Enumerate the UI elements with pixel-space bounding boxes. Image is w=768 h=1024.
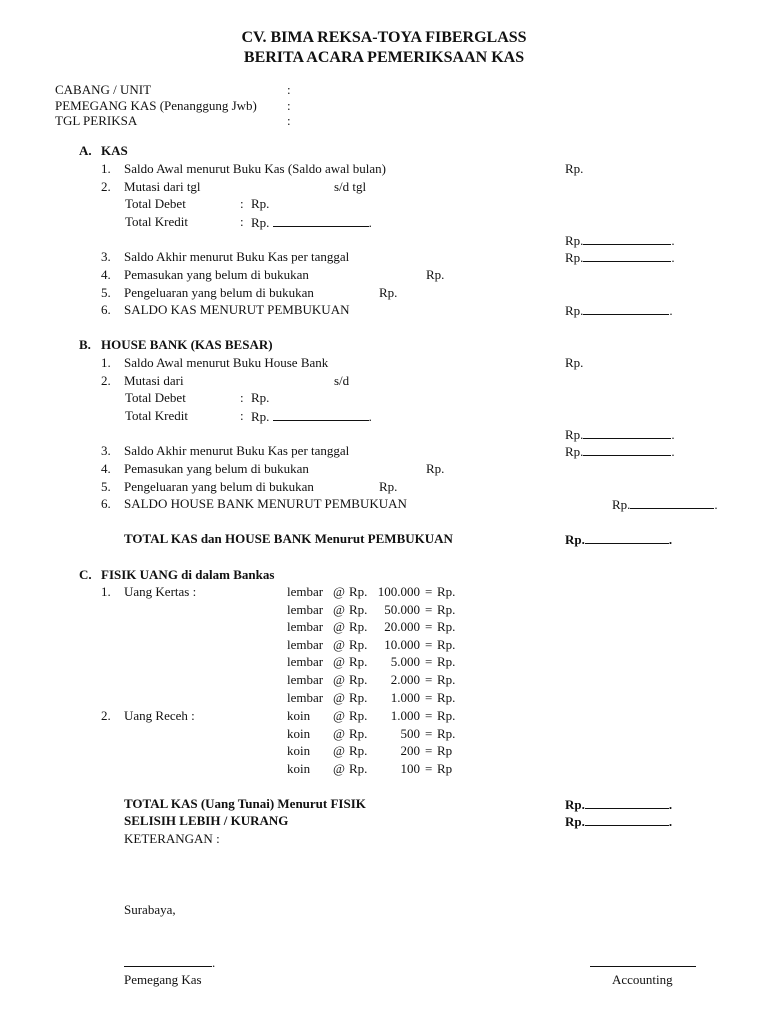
dot: . (669, 303, 673, 318)
b4-text: Pemasukan yang belum di bukukan (124, 461, 309, 476)
a4-rp: Rp. (426, 267, 445, 282)
kertas-rp-label: Rp. (349, 601, 368, 617)
a-debet-rp: Rp. (251, 196, 270, 211)
signature-line (590, 954, 696, 967)
section-a-letter: A. (79, 143, 92, 158)
receh-unit: koin (287, 743, 311, 759)
b6-rp (612, 496, 718, 513)
a-kredit-label: Total Kredit (125, 214, 188, 229)
b-debet-label: Total Debet (125, 390, 186, 405)
kertas-denomination: 10.000 (384, 636, 420, 652)
a1-text: Saldo Awal menurut Buku Kas (Saldo awal bulan) (124, 161, 387, 176)
kertas-denomination: 100.000 (377, 584, 420, 599)
date-colon: : (287, 113, 291, 128)
section-a-title: KAS (101, 143, 128, 158)
b3-num: 3. (101, 443, 111, 458)
receh-denomination: 100 (400, 760, 420, 776)
a-kredit-colon: : (240, 214, 244, 229)
a5-text: Pengeluaran yang belum di bukukan (124, 285, 314, 300)
receh-equals: = (425, 708, 433, 723)
receh-at-sign: @ (333, 725, 345, 741)
kertas-unit: lembar (287, 636, 324, 652)
total-fisik-label: TOTAL KAS (Uang Tunai) Menurut FISIK (124, 796, 366, 811)
receh-rp-result: Rp (437, 743, 453, 759)
selisih-rp (565, 813, 672, 830)
selisih-label: SELISIH LEBIH / KURANG (124, 813, 289, 828)
blank-line (583, 302, 669, 315)
kertas-unit: lembar (287, 689, 324, 705)
kertas-rp-label: Rp. (349, 654, 368, 670)
a5-rp: Rp. (379, 285, 398, 300)
dot: . (668, 814, 673, 829)
kertas-denomination: 50.000 (384, 601, 420, 617)
a2-text: Mutasi dari tgl (124, 179, 201, 194)
b-subtotal-rp (565, 426, 675, 443)
rp-text: Rp. (565, 814, 585, 829)
rp-text: Rp. (251, 215, 270, 230)
rp-text: Rp. (565, 427, 584, 442)
receh-denomination: 1.000 (390, 708, 420, 723)
receh-unit: koin (287, 725, 311, 741)
receh-unit: koin (287, 760, 311, 776)
b6-num: 6. (101, 496, 111, 511)
kertas-equals: = (425, 601, 433, 617)
kertas-at-sign: @ (333, 654, 345, 670)
holder-colon: : (287, 98, 291, 113)
receh-rp-label: Rp. (349, 708, 368, 723)
b1-num: 1. (101, 355, 111, 370)
holder-label: PEMEGANG KAS (Penanggung Jwb) (55, 98, 257, 113)
a-debet-label: Total Debet (125, 196, 186, 211)
sign-right-label: Accounting (612, 972, 673, 987)
b3-rp (565, 443, 675, 460)
a1-num: 1. (101, 161, 111, 176)
dot: . (668, 797, 673, 812)
b5-rp: Rp. (379, 479, 398, 494)
kertas-at-sign: @ (333, 584, 345, 599)
dot: . (671, 444, 675, 459)
receh-at-sign: @ (333, 743, 345, 759)
kertas-rp-result: Rp. (437, 619, 456, 635)
receh-at-sign: @ (333, 760, 345, 776)
b2-num: 2. (101, 373, 111, 388)
unit-colon: : (287, 82, 291, 97)
dot: . (368, 215, 372, 230)
a6-num: 6. (101, 302, 111, 317)
kertas-at-sign: @ (333, 601, 345, 617)
kertas-denomination: 1.000 (390, 689, 420, 705)
kertas-rp-label: Rp. (349, 672, 368, 687)
receh-unit: koin (287, 708, 311, 723)
b4-num: 4. (101, 461, 111, 476)
receh-rp-label: Rp. (349, 743, 368, 759)
a2-num: 2. (101, 179, 111, 194)
kertas-denomination: 20.000 (384, 619, 420, 635)
b4-rp: Rp. (426, 461, 445, 476)
document-title: BERITA ACARA PEMERIKSAAN KAS (243, 49, 525, 66)
kertas-denomination: 2.000 (390, 672, 420, 687)
b2-text: Mutasi dari (124, 373, 184, 388)
dot: . (668, 532, 673, 547)
b5-text: Pengeluaran yang belum di bukukan (124, 479, 314, 494)
receh-equals: = (425, 760, 433, 776)
receh-rp-result: Rp (437, 760, 453, 776)
receh-num: 2. (101, 708, 111, 723)
a-debet-colon: : (240, 196, 244, 211)
b3-text: Saldo Akhir menurut Buku Kas per tanggal (124, 443, 350, 458)
dot: . (368, 409, 372, 424)
b-debet-rp: Rp. (251, 390, 270, 405)
total-fisik-rp (565, 796, 672, 813)
kertas-rp-result: Rp. (437, 689, 456, 705)
receh-rp-label: Rp. (349, 725, 368, 741)
a6-rp (565, 302, 673, 319)
kertas-unit: lembar (287, 672, 324, 687)
receh-rp-result: Rp. (437, 725, 456, 741)
a3-rp (565, 249, 675, 266)
b5-num: 5. (101, 479, 111, 494)
receh-at-sign: @ (333, 708, 345, 723)
a-subtotal-rp (565, 232, 675, 249)
blank-line (583, 443, 671, 456)
rp-text: Rp. (565, 250, 584, 265)
blank-line (585, 796, 669, 809)
a3-num: 3. (101, 249, 111, 264)
a1-rp: Rp. (565, 161, 584, 176)
blank-line (273, 408, 369, 421)
dot: . (671, 233, 675, 248)
section-c-title: FISIK UANG di dalam Bankas (101, 567, 275, 582)
kertas-rp-label: Rp. (349, 619, 368, 635)
b1-rp: Rp. (565, 355, 584, 370)
kertas-rp-result: Rp. (437, 636, 456, 652)
kertas-rp-result: Rp. (437, 672, 456, 687)
kertas-unit: lembar (287, 601, 324, 617)
kertas-equals: = (425, 619, 433, 635)
a4-num: 4. (101, 267, 111, 282)
kertas-at-sign: @ (333, 619, 345, 635)
a-kredit-rp (251, 214, 372, 231)
a2-mid: s/d tgl (334, 179, 367, 194)
sign-left-label: Pemegang Kas (124, 972, 202, 987)
b2-mid: s/d (334, 373, 350, 388)
a5-num: 5. (101, 285, 111, 300)
kertas-rp-label: Rp. (349, 689, 368, 705)
signature-line (124, 954, 212, 967)
dot: . (671, 427, 675, 442)
kertas-unit: lembar (287, 654, 324, 670)
receh-denomination: 500 (400, 725, 420, 741)
blank-line (583, 249, 671, 262)
sign-right-line (590, 954, 696, 971)
dot: . (714, 497, 718, 512)
rp-text: Rp. (565, 444, 584, 459)
section-b-letter: B. (79, 337, 91, 352)
total-pembukuan-rp (565, 531, 672, 548)
b1-text: Saldo Awal menurut Buku House Bank (124, 355, 329, 370)
receh-denomination: 200 (400, 743, 420, 759)
kertas-label: Uang Kertas : (124, 584, 197, 599)
kertas-denomination: 5.000 (390, 654, 420, 670)
kertas-equals: = (425, 672, 433, 687)
unit-label: CABANG / UNIT (55, 82, 152, 97)
keterangan-label: KETERANGAN : (124, 831, 220, 846)
kertas-equals: = (425, 654, 433, 670)
blank-line (583, 426, 671, 439)
kertas-unit: lembar (287, 619, 324, 635)
b-kredit-rp (251, 408, 372, 425)
a3-text: Saldo Akhir menurut Buku Kas per tanggal (124, 249, 350, 264)
dot: . (671, 250, 675, 265)
kertas-rp-label: Rp. (349, 636, 368, 652)
rp-text: Rp. (565, 797, 585, 812)
section-c-letter: C. (79, 567, 92, 582)
kertas-rp-label: Rp. (349, 584, 368, 599)
blank-line (630, 496, 714, 509)
a4-text: Pemasukan yang belum di bukukan (124, 267, 309, 282)
sign-left-line (124, 954, 215, 971)
a6-text: SALDO KAS MENURUT PEMBUKUAN (124, 302, 350, 317)
receh-equals: = (425, 743, 433, 759)
kertas-rp-result: Rp. (437, 584, 456, 599)
rp-text: Rp. (565, 233, 584, 248)
rp-text: Rp. (612, 497, 631, 512)
date-label: TGL PERIKSA (55, 113, 138, 128)
kertas-equals: = (425, 636, 433, 652)
kertas-equals: = (425, 584, 433, 599)
rp-text: Rp. (251, 409, 270, 424)
receh-equals: = (425, 725, 433, 741)
section-b-title: HOUSE BANK (KAS BESAR) (101, 337, 273, 352)
receh-rp-label: Rp. (349, 760, 368, 776)
kertas-at-sign: @ (333, 636, 345, 652)
kertas-at-sign: @ (333, 689, 345, 705)
blank-line (585, 813, 669, 826)
kertas-at-sign: @ (333, 672, 345, 687)
rp-text: Rp. (565, 532, 585, 547)
company-name: CV. BIMA REKSA-TOYA FIBERGLASS (241, 29, 527, 46)
b6-text: SALDO HOUSE BANK MENURUT PEMBUKUAN (124, 496, 407, 511)
rp-text: Rp. (565, 303, 584, 318)
blank-line (585, 531, 669, 544)
blank-line (583, 232, 671, 245)
kertas-num: 1. (101, 584, 111, 599)
b-kredit-colon: : (240, 408, 244, 423)
city-date: Surabaya, (124, 902, 176, 917)
kertas-rp-result: Rp. (437, 601, 456, 617)
kertas-unit: lembar (287, 584, 324, 599)
kertas-equals: = (425, 689, 433, 705)
blank-line (273, 214, 369, 227)
receh-rp-result: Rp. (437, 708, 456, 723)
receh-label: Uang Receh : (124, 708, 195, 723)
dot: . (212, 955, 216, 970)
kertas-rp-result: Rp. (437, 654, 456, 670)
b-kredit-label: Total Kredit (125, 408, 188, 423)
b-debet-colon: : (240, 390, 244, 405)
total-pembukuan-label: TOTAL KAS dan HOUSE BANK Menurut PEMBUKUAN (124, 531, 453, 546)
